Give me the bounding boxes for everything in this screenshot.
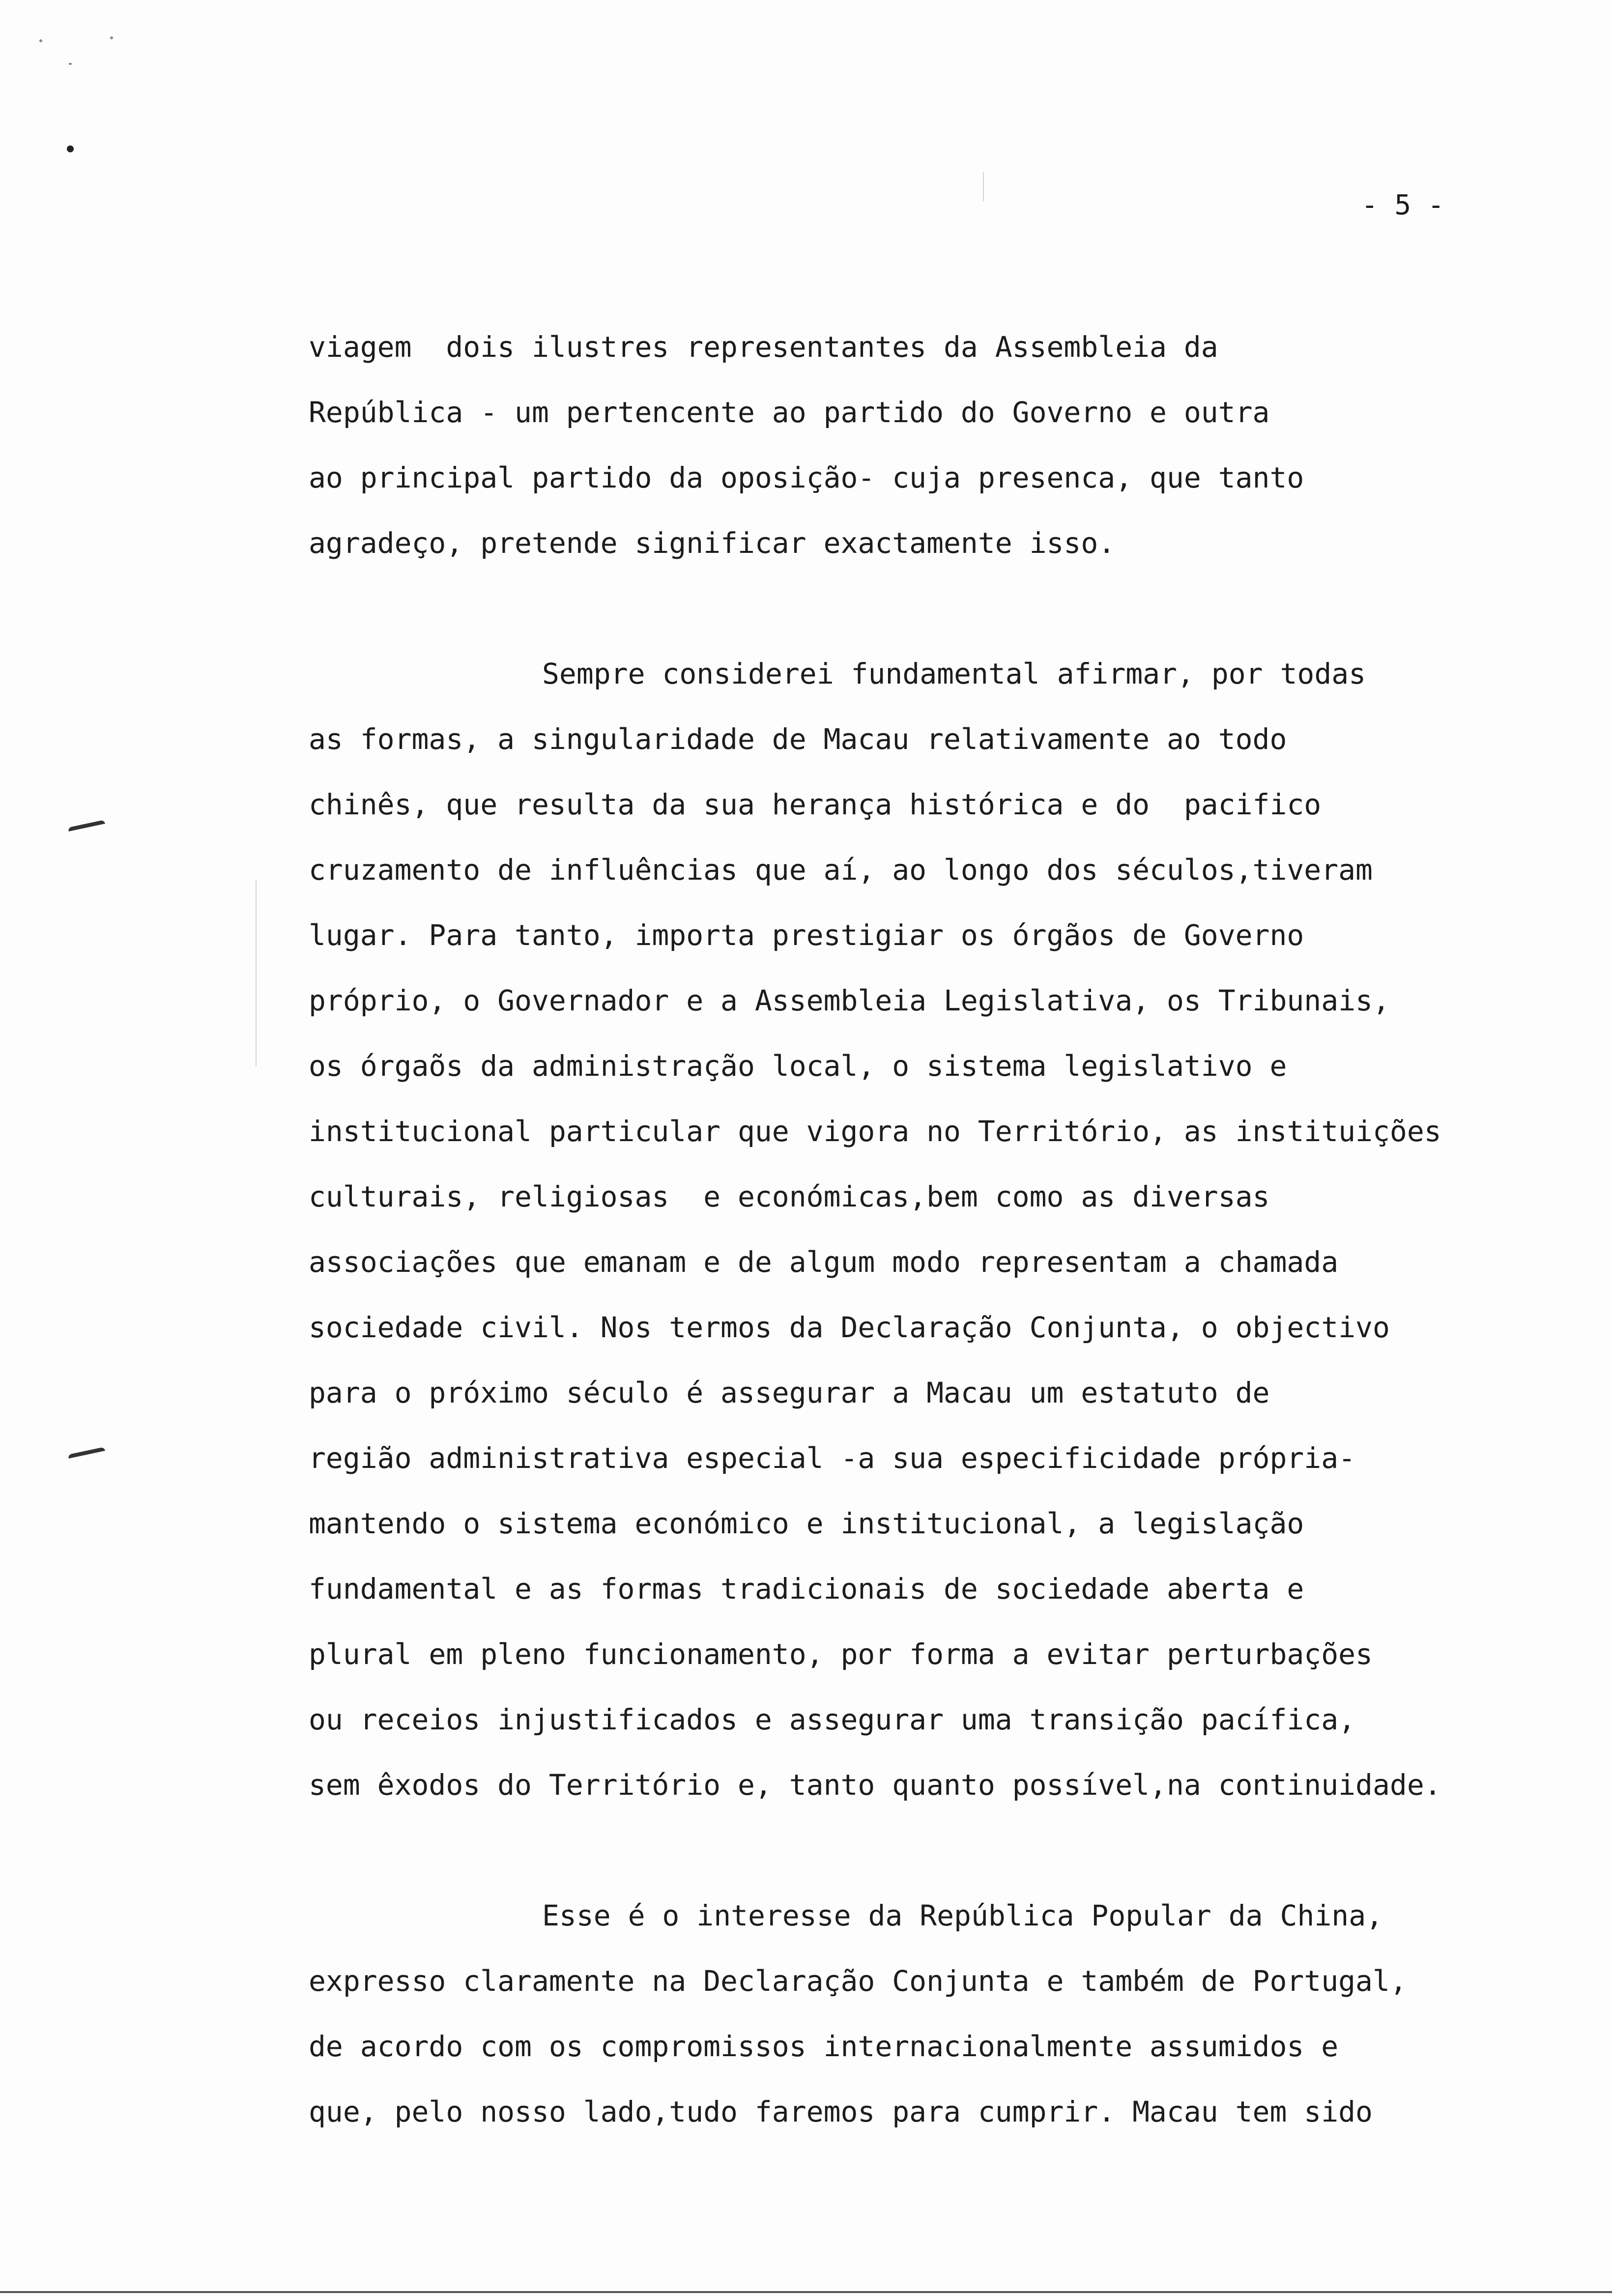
paragraph-gap [309, 576, 1606, 641]
text-line: associações que emanam e de algum modo representam a chamada [309, 1245, 1339, 1279]
scan-speck [67, 145, 74, 152]
text-line: mantendo o sistema económico e institucional, a legislação [309, 1507, 1304, 1540]
bottom-edge-rule [0, 2291, 1612, 2293]
text-line: plural em pleno funcionamento, por forma a evitar perturbações [309, 1637, 1373, 1671]
text-line: expresso claramente na Declaração Conjunta e também de Portugal, [309, 1964, 1407, 1998]
scan-speck [69, 63, 72, 65]
text-line: de acordo com os compromissos internacionalmente assumidos e [309, 2030, 1339, 2063]
text-line: institucional particular que vigora no Território, as instituições [309, 1115, 1441, 1148]
paragraph-interest [309, 1883, 1606, 2145]
text-line: Sempre considerei fundamental afirmar, por todas [542, 657, 1366, 690]
text-line: cruzamento de influências que aí, ao longo dos séculos,tiveram [309, 853, 1373, 887]
text-line: os órgaõs da administração local, o sistema legislativo e [309, 1049, 1287, 1083]
text-line: próprio, o Governador e a Assembleia Legislativa, os Tribunais, [309, 984, 1390, 1017]
text-line: ou receios injustificados e assegurar uma transição pacífica, [309, 1703, 1356, 1736]
scan-artifact-line [256, 880, 257, 1066]
page-number: - 5 - [1361, 189, 1444, 221]
text-line: que, pelo nosso lado,tudo faremos para cumprir. Macau tem sido [309, 2095, 1373, 2128]
margin-punch-mark [68, 820, 105, 832]
text-line: as formas, a singularidade de Macau relativamente ao todo [309, 722, 1287, 756]
margin-punch-mark [68, 1447, 105, 1459]
paragraph-singularity [309, 641, 1606, 1818]
text-line: fundamental e as formas tradicionais de sociedade aberta e [309, 1572, 1304, 1606]
text-line: agradeço, pretende significar exactamente isso. [309, 526, 1116, 560]
text-line: viagem dois ilustres representantes da Assembleia da [309, 330, 1218, 364]
text-line: sociedade civil. Nos termos da Declaração Conjunta, o objectivo [309, 1311, 1390, 1344]
text-line: sem êxodos do Território e, tanto quanto possível,na continuidade. [309, 1768, 1441, 1802]
text-line: República - um pertencente ao partido do Governo e outra [309, 396, 1270, 429]
text-line: chinês, que resulta da sua herança histórica e do pacifico [309, 788, 1322, 821]
scan-artifact-line [983, 172, 984, 201]
body-text [309, 315, 1606, 2145]
text-line: ao principal partido da oposição- cuja presenca, que tanto [309, 461, 1304, 494]
text-line: para o próximo século é assegurar a Macau um estatuto de [309, 1376, 1270, 1409]
paragraph-gap [309, 1818, 1606, 1883]
text-line: lugar. Para tanto, importa prestigiar os órgãos de Governo [309, 918, 1304, 952]
text-line: culturais, religiosas e económicas,bem como as diversas [309, 1180, 1270, 1213]
text-line: região administrativa especial -a sua especificidade própria- [309, 1441, 1356, 1475]
scan-speck [39, 39, 42, 42]
scan-speck [110, 36, 113, 39]
text-line: Esse é o interesse da República Popular da China, [542, 1899, 1383, 1932]
paragraph-continuation [309, 315, 1606, 576]
